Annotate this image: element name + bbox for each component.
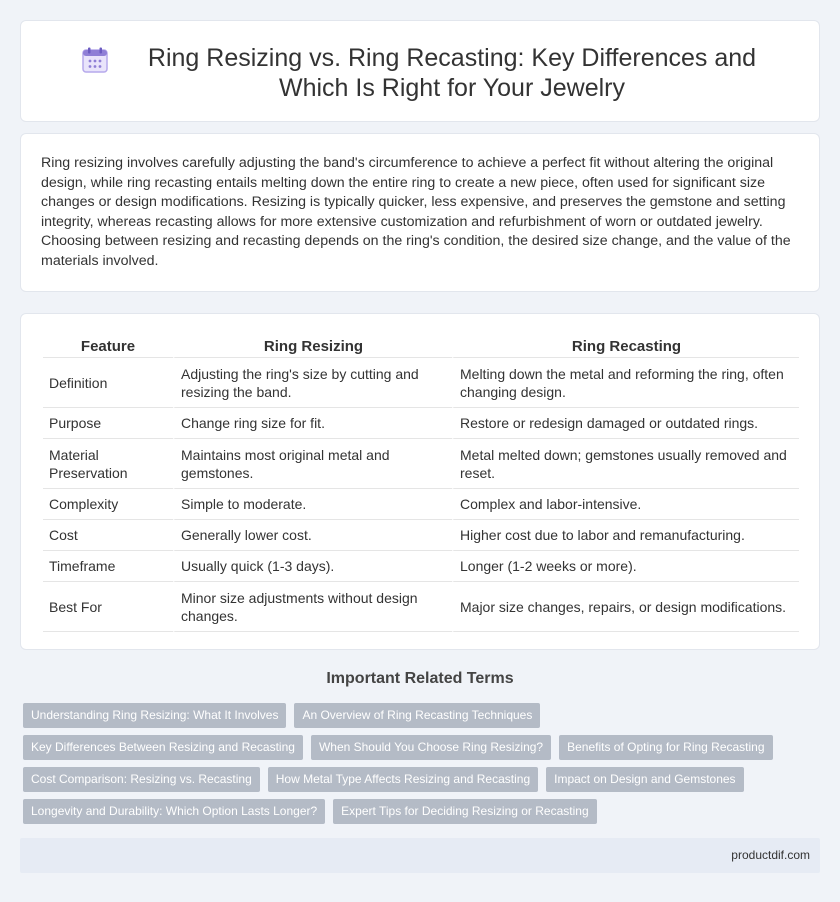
- page-title: Ring Resizing vs. Ring Recasting: Key Differences and Which Is Right for Your Jewelry: [147, 44, 757, 102]
- table-header-cell: Ring Recasting: [452, 334, 799, 358]
- table-cell: Best For: [43, 582, 173, 632]
- footer-site-link[interactable]: productdif.com: [731, 848, 810, 862]
- related-term-tag[interactable]: An Overview of Ring Recasting Techniques: [294, 703, 540, 728]
- related-term-tag[interactable]: How Metal Type Affects Resizing and Recasting: [268, 767, 538, 792]
- related-term-tag[interactable]: Expert Tips for Deciding Resizing or Recasting: [333, 799, 596, 824]
- related-term-tag[interactable]: Cost Comparison: Resizing vs. Recasting: [23, 767, 260, 792]
- table-row: [43, 489, 799, 520]
- table-cell: Adjusting the ring's size by cutting and resizing the band.: [173, 358, 452, 408]
- related-term-tag[interactable]: Benefits of Opting for Ring Recasting: [559, 735, 772, 760]
- table-header-cell: Feature: [43, 334, 173, 358]
- table-cell: Melting down the metal and reforming the ring, often changing design.: [452, 358, 799, 408]
- table-cell: Simple to moderate.: [173, 489, 452, 520]
- related-term-tag[interactable]: Understanding Ring Resizing: What It Involves: [23, 703, 286, 728]
- intro-paragraph: Ring resizing involves carefully adjusting the band's circumference to achieve a perfect fit without altering the original design, while ring recasting entails melting down the entire ring to create a new piece, often used for significant size changes or design modifications. Resizing is typically quicker, less expensive, and preserves the gemstone and setting integrity, whereas recasting allows for more extensive customization and refurbishment of worn or outdated jewelry. Choosing between resizing and recasting depends on the ring's condition, the desired size change, and the value of the materials involved.: [41, 155, 791, 269]
- table-cell: Restore or redesign damaged or outdated rings.: [452, 408, 799, 439]
- related-term-tag[interactable]: Impact on Design and Gemstones: [546, 767, 743, 792]
- table-cell: Higher cost due to labor and remanufacturing.: [452, 520, 799, 551]
- table-cell: Purpose: [43, 408, 173, 439]
- table-cell: Generally lower cost.: [173, 520, 452, 551]
- table-cell: Metal melted down; gemstones usually removed and reset.: [452, 439, 799, 489]
- table-cell: Timeframe: [43, 551, 173, 582]
- table-cell: Complexity: [43, 489, 173, 520]
- table-cell: Major size changes, repairs, or design modifications.: [452, 582, 799, 632]
- title-wrap: [81, 43, 779, 103]
- header-card: [20, 20, 820, 122]
- related-terms-heading: Important Related Terms: [326, 670, 514, 687]
- intro-card: [20, 133, 820, 292]
- related-term-tag[interactable]: When Should You Choose Ring Resizing?: [311, 735, 551, 760]
- table-row: [43, 408, 799, 439]
- table-row: [43, 520, 799, 551]
- table-row: [43, 439, 799, 489]
- table-cell: Change ring size for fit.: [173, 408, 452, 439]
- related-term-tag[interactable]: Key Differences Between Resizing and Recasting: [23, 735, 303, 760]
- table-cell: Minor size adjustments without design changes.: [173, 582, 452, 632]
- footer-bar: [20, 838, 820, 873]
- table-header-cell: Ring Resizing: [173, 334, 452, 358]
- table-cell: Usually quick (1-3 days).: [173, 551, 452, 582]
- table-cell: Definition: [43, 358, 173, 408]
- comparison-table: [43, 334, 799, 632]
- table-cell: Material Preservation: [43, 439, 173, 489]
- table-cell: Cost: [43, 520, 173, 551]
- related-term-tag[interactable]: Longevity and Durability: Which Option Lasts Longer?: [23, 799, 325, 824]
- table-cell: Maintains most original metal and gemstones.: [173, 439, 452, 489]
- table-cell: Longer (1-2 weeks or more).: [452, 551, 799, 582]
- table-header-row: [43, 334, 799, 358]
- table-row: [43, 582, 799, 632]
- comparison-table-card: [20, 313, 820, 650]
- table-row: [43, 358, 799, 408]
- related-terms-list: [23, 703, 823, 831]
- calendar-icon: [81, 46, 109, 74]
- table-cell: Complex and labor-intensive.: [452, 489, 799, 520]
- table-row: [43, 551, 799, 582]
